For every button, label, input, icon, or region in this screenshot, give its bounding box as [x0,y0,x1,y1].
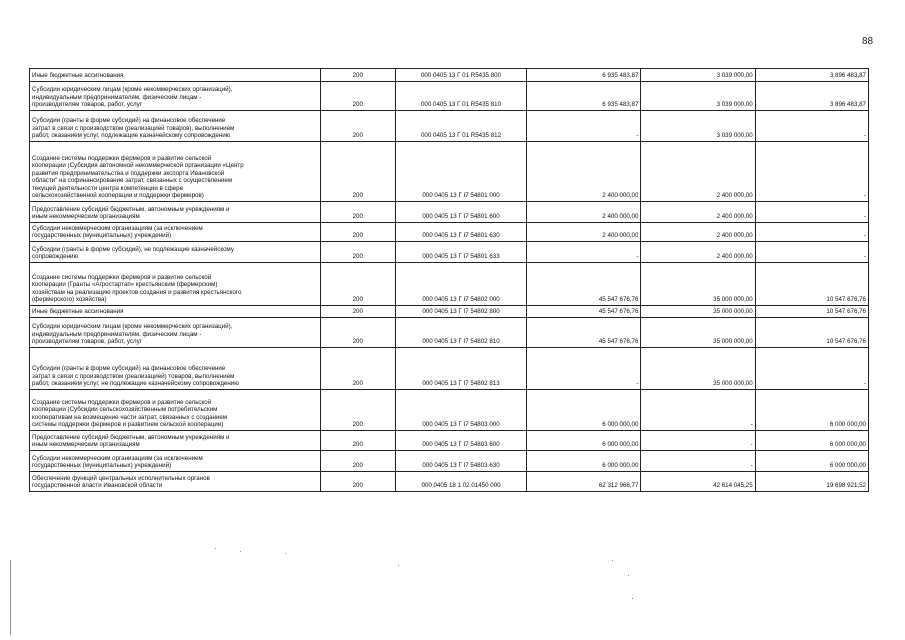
row-amount-2: 3 039 000,00 [641,111,755,142]
row-name: Субсидии (гранты в форме субсидий) на финансовое обеспечение затрат в связи с производством (реализацией товаров), выполнением работ, оказанием услуг, подлежащие казначейскому сопровождению [30,111,321,142]
row-amount-1: 6 000 000,00 [527,451,641,472]
scan-artifact [240,551,241,552]
row-classification: 000 0405 13 Г I7 54802 810 [395,318,526,348]
row-amount-1: - [527,348,641,390]
row-classification: 000 0405 18 1 02 01450 000 [395,472,526,492]
row-classification: 000 0405 13 Г I7 54801 000 [395,142,526,202]
table-row [30,111,869,142]
table-row [30,142,869,202]
row-code: 200 [320,111,395,142]
row-amount-2: 2 400 000,00 [641,142,755,202]
row-name: Субсидии некоммерческим организациям (за исключением государственных (муниципальных) учреждений) [30,223,321,242]
row-code: 200 [320,306,395,318]
row-amount-1: 2 400 000,00 [527,223,641,242]
row-classification: 000 0405 13 Г 01 R5435 800 [395,69,526,82]
row-code: 200 [320,318,395,348]
table-row [30,202,869,223]
row-code: 200 [320,431,395,451]
row-amount-1: 6 000 000,00 [527,390,641,431]
row-amount-1: 6 935 483,87 [527,69,641,82]
row-classification: 000 0405 13 Г I7 54802 813 [395,348,526,390]
row-amount-3: - [755,223,868,242]
table-row [30,348,869,390]
table-row [30,472,869,492]
scan-artifact [285,553,286,554]
row-name: Обеспечение функций центральных исполнительных органов государственной власти Ивановской области [30,472,321,492]
row-amount-1: 45 547 676,76 [527,318,641,348]
row-amount-1: 62 312 966,77 [527,472,641,492]
scan-artifact [632,598,633,599]
row-name: Субсидии юридическим лицам (кроме некоммерческих организаций), индивидуальным предпринимателям, физическим лицам - производителям товаров, работ, услуг [30,82,321,111]
row-code: 200 [320,69,395,82]
row-amount-2: 42 614 045,25 [641,472,755,492]
row-amount-1: 2 400 000,00 [527,202,641,223]
row-amount-2: - [641,390,755,431]
row-amount-2: - [641,451,755,472]
row-classification: 000 0405 13 Г 01 R5435 812 [395,111,526,142]
row-classification: 000 0405 13 Г I7 54801 600 [395,202,526,223]
row-amount-3: 10 547 676,76 [755,263,868,306]
row-amount-1: 6 935 483,87 [527,82,641,111]
budget-table [29,68,869,492]
row-code: 200 [320,82,395,111]
table-row [30,82,869,111]
row-amount-3: - [755,348,868,390]
row-classification: 000 0405 13 Г 01 R5435 810 [395,82,526,111]
scan-artifact [398,565,399,566]
row-classification: 000 0405 13 Г I7 54802 800 [395,306,526,318]
row-classification: 000 0405 13 Г I7 54803 630 [395,451,526,472]
row-amount-3: - [755,142,868,202]
row-name: Иные бюджетные ассигнования [30,69,321,82]
row-code: 200 [320,242,395,263]
scan-artifact [628,575,629,576]
row-amount-3: - [755,242,868,263]
row-amount-3: 6 000 000,00 [755,390,868,431]
row-amount-2: 35 000 000,00 [641,306,755,318]
row-name: Субсидии (гранты в форме субсидий), не подлежащие казначейскому сопровождению [30,242,321,263]
row-amount-1: - [527,242,641,263]
row-amount-1: 45 547 676,76 [527,306,641,318]
row-name: Иные бюджетные ассигнования [30,306,321,318]
row-name: Создание системы поддержки фермеров и развитие сельской кооперации (Гранты «Агростартап» крестьянским (фермерским) хозяйствам на реализацию проектов создания и развития крестьянского (фермерского) хозяйства) [30,263,321,306]
row-amount-2: 2 400 000,00 [641,223,755,242]
table-row [30,69,869,82]
row-code: 200 [320,348,395,390]
row-name: Создание системы поддержки фермеров и развитие сельской кооперации (Субсидии сельскохозяйственным потребительским кооперативам на возмещение части затрат, связанных с созданием системы поддержки фермеров и развитием сельской кооперации) [30,390,321,431]
row-amount-3: 3 896 483,87 [755,69,868,82]
row-amount-3: 6 000 000,00 [755,431,868,451]
row-classification: 000 0405 13 Г I7 54802 000 [395,263,526,306]
row-amount-2: 2 400 000,00 [641,202,755,223]
page-number: 88 [862,36,874,47]
row-amount-1: - [527,111,641,142]
table-row [30,242,869,263]
row-amount-2: 2 400 000,00 [641,242,755,263]
row-code: 200 [320,390,395,431]
row-amount-3: 3 896 483,87 [755,82,868,111]
row-amount-2: 35 000 000,00 [641,348,755,390]
row-code: 200 [320,202,395,223]
table-row [30,263,869,306]
row-code: 200 [320,223,395,242]
row-amount-3: - [755,202,868,223]
table-row [30,223,869,242]
row-classification: 000 0405 13 Г I7 54801 630 [395,223,526,242]
row-amount-3: 6 000 000,00 [755,451,868,472]
table-row [30,451,869,472]
row-amount-1: 2 400 000,00 [527,142,641,202]
scan-artifact [612,560,613,561]
row-name: Создание системы поддержки фермеров и развитие сельской кооперации (Субсидия автономной некоммерческой организации «Центр развития предпринимательства и поддержки экспорта Ивановской области" на софинансирование затрат, связанных с осуществлением текущей деятельности центра компетенции в сфере сельскохозяйственной кооперации и поддержки фермеров) [30,142,321,202]
scan-artifact [10,560,11,635]
scan-artifact [215,548,216,549]
row-amount-1: 45 547 676,76 [527,263,641,306]
row-amount-3: 10 547 676,76 [755,306,868,318]
row-name: Предоставление субсидий бюджетным, автономным учреждениям и иным некоммерческим организациям [30,202,321,223]
row-amount-2: 3 039 000,00 [641,82,755,111]
row-classification: 000 0405 13 Г I7 54803 000 [395,390,526,431]
row-name: Субсидии (гранты в форме субсидий) на финансовое обеспечение затрат в связи с производством (реализацией) товаров, выполнением работ, оказанием услуг, не подлежащие казначейскому сопровождению [30,348,321,390]
row-amount-3: 19 698 921,52 [755,472,868,492]
table-row [30,306,869,318]
row-name: Субсидии юридическим лицам (кроме некоммерческих организаций), индивидуальным предпринимателям, физическим лицам - производителям товаров, работ, услуг [30,318,321,348]
row-amount-1: 6 000 000,00 [527,431,641,451]
row-amount-3: 10 547 676,76 [755,318,868,348]
row-amount-2: 35 000 000,00 [641,263,755,306]
row-name: Предоставление субсидий бюджетным, автономным учреждениям и иным некоммерческим организациям [30,431,321,451]
row-code: 200 [320,142,395,202]
row-amount-2: 35 000 000,00 [641,318,755,348]
row-code: 200 [320,263,395,306]
row-classification: 000 0405 13 Г I7 54801 633 [395,242,526,263]
row-amount-2: - [641,431,755,451]
table-row [30,431,869,451]
table-row [30,318,869,348]
budget-table-body [30,69,869,492]
row-code: 200 [320,472,395,492]
row-name: Субсидии некоммерческим организациям (за исключением государственных (муниципальных) учреждений) [30,451,321,472]
table-row [30,390,869,431]
row-classification: 000 0405 13 Г I7 54803 600 [395,431,526,451]
row-amount-3: - [755,111,868,142]
row-amount-2: 3 039 000,00 [641,69,755,82]
row-code: 200 [320,451,395,472]
